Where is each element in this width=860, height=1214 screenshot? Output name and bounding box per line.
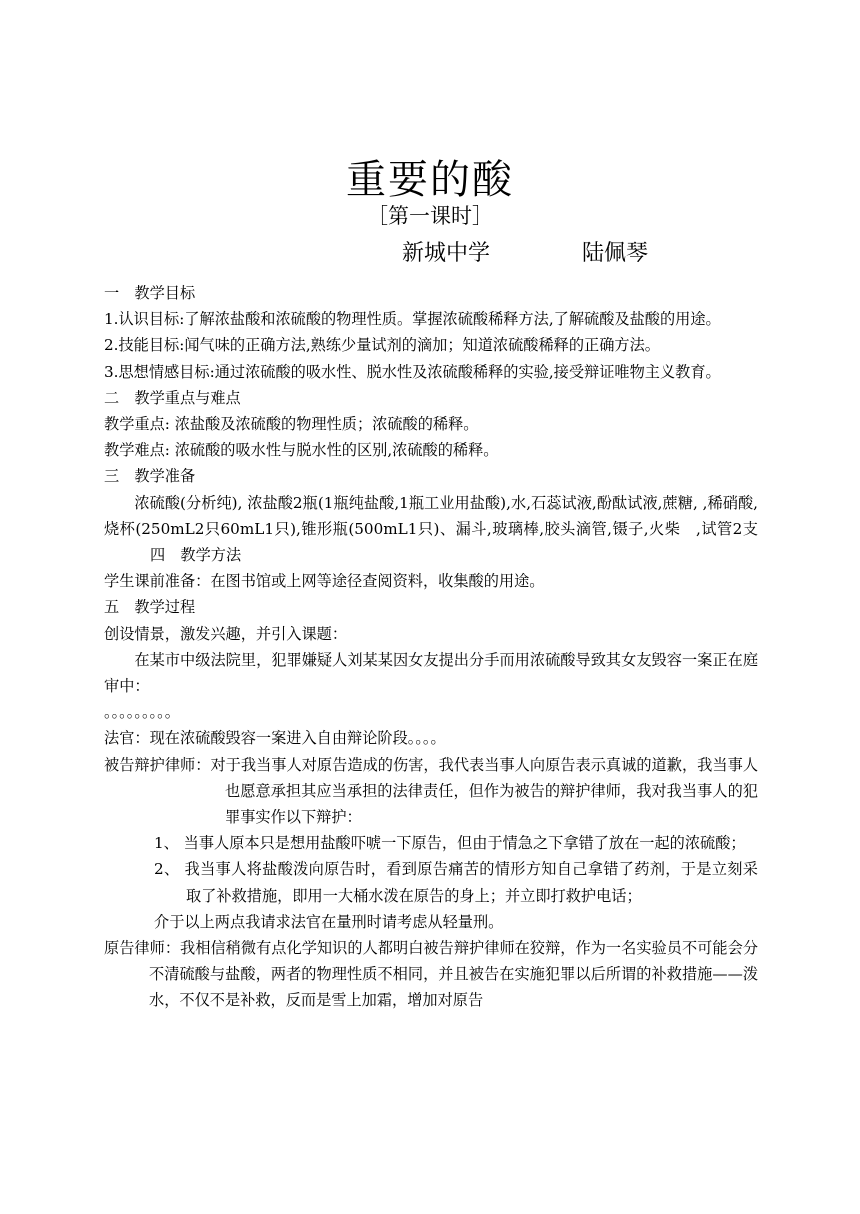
lesson-subtitle: ［第一课时］ — [367, 204, 493, 228]
plaintiff-lawyer-paragraph: 原告律师：我相信稍微有点化学知识的人都明白被告辩护律师在狡辩，作为一名实验员不可能会分不清硫酸与盐酸，两者的物理性质不相同，并且被告在实施犯罪以后所谓的补救措施——泼水，不仅不是补救，反而是雪上加霜，增加对原告 — [104, 939, 758, 1010]
materials-paragraph — [104, 490, 758, 569]
materials-list: 浓硫酸(分析纯), 浓盐酸2瓶(1瓶纯盐酸,1瓶工业用盐酸),水,石蕊试液,酚酞试液,蔗糖, ,稀硝酸,烧杯(250mL2只60mL1只),锥形瓶(500mL1只)、漏斗,玻璃棒,胶头滴管,镊子,火柴 ,试管2支 — [104, 493, 758, 538]
section-heading-process: 五 教学过程 — [104, 598, 196, 617]
author-name: 陆佩琴 — [582, 241, 649, 266]
byline — [402, 236, 648, 267]
section-heading-methods: 四 教学方法 — [150, 546, 242, 565]
case-paragraph: 在某市中级法院里，犯罪嫌疑人刘某某因女友提出分手而用浓硫酸导致其女友毁容一案正在庭审中： — [104, 650, 758, 696]
school-name: 新城中学 — [402, 241, 491, 266]
goal-2: 2.技能目标:闻气味的正确方法,熟练少量试剂的滴加；知道浓硫酸稀释的正确方法。 — [104, 336, 660, 355]
document-title: 重要的酸 — [346, 157, 514, 203]
key-point: 教学重点: 浓盐酸及浓硫酸的物理性质；浓硫酸的稀释。 — [104, 415, 479, 434]
defense-conclusion: 介于以上两点我请求法官在量刑时请考虑从轻量刑。 — [154, 912, 504, 931]
ellipsis-dots: 。。。。。。。。。 — [104, 703, 180, 722]
defense-point-2: 2、 我当事人将盐酸泼向原告时，看到原告痛苦的情形方知自己拿错了药剂，于是立刻采取了补救措施，即用一大桶水泼在原告的身上；并立即打救护电话； — [154, 860, 758, 905]
section-heading-goals: 一 教学目标 — [104, 284, 196, 302]
student-preparation: 学生课前准备：在图书馆或上网等途径查阅资料，收集酸的用途。 — [104, 572, 545, 591]
goal-1: 1.认识目标:了解浓盐酸和浓硫酸的物理性质。掌握浓硫酸稀释方法,了解硫酸及盐酸的用途。 — [104, 310, 721, 329]
section-heading-key-points: 二 教学重点与难点 — [104, 388, 241, 407]
section-heading-preparation: 三 教学准备 — [104, 467, 196, 486]
intro-line: 创设情景，激发兴趣，并引入课题： — [104, 624, 347, 643]
difficulty-point: 教学难点: 浓硫酸的吸水性与脱水性的区别,浓硫酸的稀释。 — [104, 441, 499, 460]
defense-lawyer-paragraph: 被告辩护律师：对于我当事人对原告造成的伤害，我代表当事人向原告表示真诚的道歉，我当事人也愿意承担其应当承担的法律责任，但作为被告的辩护律师，我对我当事人的犯罪事实作以下辩护： — [104, 755, 758, 827]
document-body — [104, 280, 758, 1014]
goal-3: 3.思想情感目标:通过浓硫酸的吸水性、脱水性及浓硫酸稀释的实验,接受辩证唯物主义教育。 — [104, 362, 721, 381]
defense-point-1: 1、 当事人原本只是想用盐酸吓唬一下原告，但由于情急之下拿错了放在一起的浓硫酸； — [154, 834, 746, 853]
judge-line: 法官：现在浓硫酸毁容一案进入自由辩论阶段。。。。 — [104, 729, 446, 748]
